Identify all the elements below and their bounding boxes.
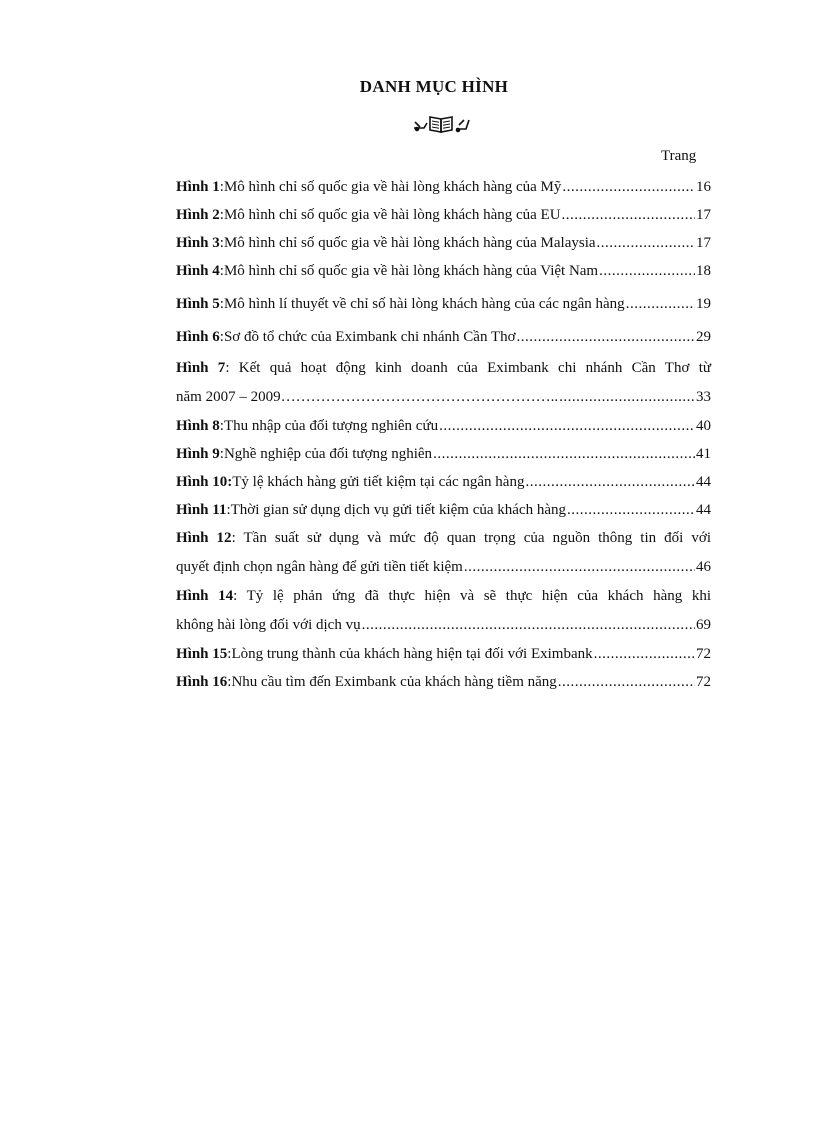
figure-label: Hình 1 (176, 179, 220, 195)
label-separator: : (219, 296, 224, 312)
figure-label: Hình 11 (176, 502, 227, 518)
toc-entry[interactable] (176, 412, 711, 440)
page-title: DANH MỤC HÌNH (359, 77, 509, 96)
label-separator: : (226, 502, 231, 518)
page-number: 41 (696, 446, 711, 462)
figure-label: Hình 6 (176, 329, 220, 345)
figure-label: Hình 14 (176, 588, 234, 604)
toc-entry[interactable] (176, 524, 711, 582)
dot-leader (464, 553, 695, 582)
toc-entry[interactable] (176, 668, 711, 696)
figure-title: Mô hình chỉ số quốc gia về hài lòng khách hàng của Malaysia (223, 235, 596, 251)
toc-entry[interactable] (176, 440, 711, 468)
figure-title: Nhu cầu tìm đến Eximbank của khách hàng tiềm năng (231, 674, 557, 690)
toc-entry[interactable] (176, 468, 711, 496)
page-number: 72 (696, 646, 711, 662)
label-separator: : (219, 263, 224, 279)
page-number: 16 (696, 179, 711, 195)
figure-title-continued: quyết định chọn ngân hàng để gửi tiền tiết kiệm (176, 559, 463, 575)
toc-entry[interactable] (176, 290, 711, 318)
dot-leader (559, 383, 695, 412)
figure-title: Mô hình chỉ số quốc gia về hài lòng khách hàng của EU (223, 207, 561, 223)
dot-leader (594, 640, 695, 668)
figure-title-continued: không hài lòng đối với dịch vụ (176, 617, 361, 633)
page-number: 40 (696, 418, 711, 434)
label-separator: : (219, 446, 224, 462)
dot-leader (567, 496, 695, 524)
toc-entry[interactable] (176, 257, 711, 285)
dot-leader (517, 323, 695, 351)
page-number: 44 (696, 502, 711, 518)
figure-title: Tỷ lệ phản ứng đã thực hiện và sẽ thực hiện của khách hàng khi (246, 588, 711, 604)
page-number: 44 (696, 474, 711, 490)
label-separator: : (219, 207, 224, 223)
book-ornament-icon (412, 113, 472, 135)
page-number: 69 (696, 617, 711, 633)
figure-title-continued: năm 2007 – 2009……………………………………………….. (176, 389, 559, 405)
figure-title: Tần suất sử dụng và mức độ quan trọng của nguồn thông tin đối với (243, 530, 711, 546)
label-separator: : (233, 588, 247, 604)
label-separator: : (227, 646, 232, 662)
figure-label: Hình 15 (176, 646, 228, 662)
figure-list (176, 173, 711, 696)
dot-leader (626, 290, 695, 318)
figure-label: Hình 3 (176, 235, 220, 251)
figure-title: Thu nhập của đối tượng nghiên cứu (223, 418, 439, 434)
dot-leader (525, 468, 695, 496)
dot-leader (597, 229, 695, 257)
page-number: 17 (696, 235, 711, 251)
figure-label: Hình 10: (176, 474, 233, 490)
figure-label: Hình 2 (176, 207, 220, 223)
dot-leader (439, 412, 695, 440)
figure-label: Hình 16 (176, 674, 228, 690)
label-separator: : (231, 530, 244, 546)
toc-entry[interactable] (176, 229, 711, 257)
dot-leader (562, 173, 695, 201)
page-number: 46 (696, 559, 711, 575)
page-number: 18 (696, 263, 711, 279)
dot-leader (433, 440, 695, 468)
dot-leader (599, 257, 695, 285)
label-separator: : (227, 674, 232, 690)
label-separator: : (225, 360, 239, 376)
page-number: 17 (696, 207, 711, 223)
toc-entry[interactable] (176, 496, 711, 524)
label-separator: : (219, 329, 224, 345)
page-number: 72 (696, 674, 711, 690)
figure-title: Mô hình chỉ số quốc gia về hài lòng khách hàng của Việt Nam (223, 263, 599, 279)
page-number: 29 (696, 329, 711, 345)
figure-title: Tỷ lệ khách hàng gửi tiết kiệm tại các ngân hàng (232, 474, 525, 490)
figure-title: Nghề nghiệp của đối tượng nghiên (223, 446, 433, 462)
figure-label: Hình 7 (176, 360, 226, 376)
figure-title: Kết quả hoạt động kinh doanh của Eximbank chi nhánh Cần Thơ từ (238, 360, 711, 376)
toc-entry[interactable] (176, 323, 711, 351)
label-separator: : (219, 235, 224, 251)
toc-entry[interactable] (176, 173, 711, 201)
figure-title: Thời gian sử dụng dịch vụ gửi tiết kiệm của khách hàng (230, 502, 566, 518)
toc-entry[interactable] (176, 201, 711, 229)
figure-label: Hình 4 (176, 263, 220, 279)
figure-title: Lòng trung thành của khách hàng hiện tại đối với Eximbank (231, 646, 593, 662)
figure-title: Sơ đồ tổ chức của Eximbank chi nhánh Cần Thơ (223, 329, 516, 345)
label-separator: : (219, 418, 224, 434)
page-column-label: Trang (661, 148, 697, 164)
page-number: 19 (696, 296, 711, 312)
label-separator: : (219, 179, 224, 195)
figure-title: Mô hình lí thuyết về chỉ số hài lòng khách hàng của các ngân hàng (223, 296, 625, 312)
dot-leader (558, 668, 695, 696)
figure-title: Mô hình chỉ số quốc gia về hài lòng khách hàng của Mỹ (223, 179, 562, 195)
toc-entry[interactable] (176, 582, 711, 640)
figure-label: Hình 8 (176, 418, 220, 434)
dot-leader (362, 611, 695, 640)
page-number: 33 (696, 389, 711, 405)
figure-label: Hình 9 (176, 446, 220, 462)
toc-entry[interactable] (176, 354, 711, 412)
figure-label: Hình 5 (176, 296, 220, 312)
toc-entry[interactable] (176, 640, 711, 668)
dot-leader (562, 201, 695, 229)
figure-label: Hình 12 (176, 530, 232, 546)
